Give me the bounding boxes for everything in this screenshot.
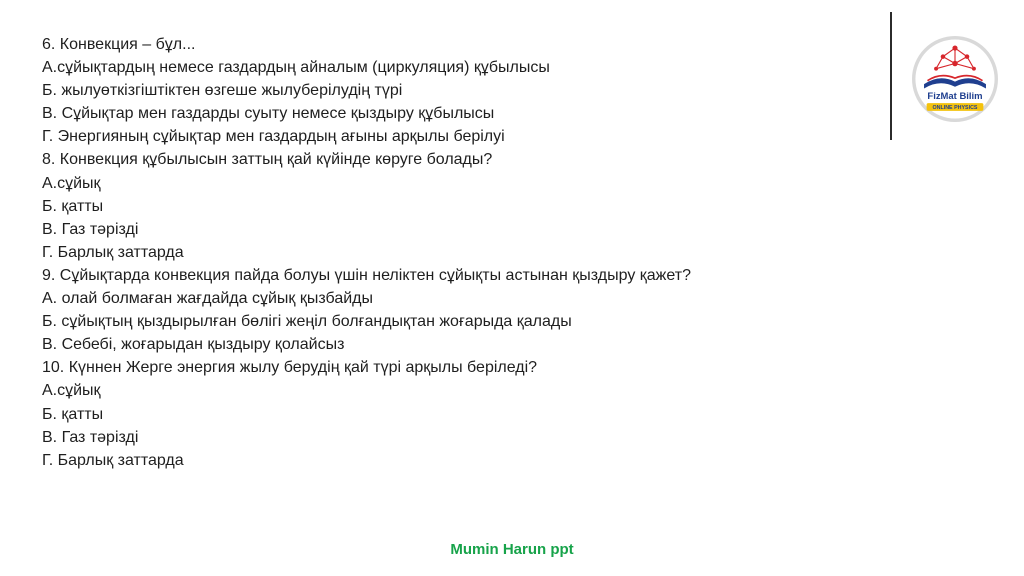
vertical-divider — [890, 12, 892, 140]
question-10-title: 10. Күннен Жерге энергия жылу берудің қай түрі арқылы беріледі? — [42, 359, 538, 377]
question-8-option-b: Б. қатты — [42, 197, 104, 215]
question-6-title: 6. Конвекция – бұл... — [42, 36, 196, 53]
question-8-option-g: Г. Барлық заттарда — [42, 243, 184, 261]
question-6-option-a: А.сұйықтардың немесе газдардың айналым (циркуляция) құбылысы — [42, 59, 550, 77]
question-10-option-g: Г. Барлық заттарда — [42, 451, 184, 469]
logo-subtitle: ONLINE PHYSICS — [932, 105, 978, 112]
footer-credit: Mumin Harun ppt — [450, 541, 574, 558]
question-9-title: 9. Сұйықтарда конвекция пайда болуы үшін неліктен сұйықты астынан қыздыру қажет? — [42, 266, 691, 284]
question-9-option-b: Б. сұйықтың қыздырылған бөлігі жеңіл болғандықтан жоғарыда қалады — [42, 313, 572, 331]
question-8-option-v: В. Газ тәрізді — [42, 220, 139, 238]
question-9-option-a: А. олай болмаған жағдайда сұйық қызбайды — [42, 290, 373, 308]
fizmat-bilim-logo — [912, 36, 998, 122]
question-10-option-v: В. Газ тәрізді — [42, 428, 139, 446]
question-10-option-a: А.сұйық — [42, 382, 101, 400]
question-8-title: 8. Конвекция құбылысын заттың қай күйінде көруге болады? — [42, 151, 493, 169]
question-8-option-a: А.сұйық — [42, 174, 101, 192]
question-6-option-v: В. Сұйықтар мен газдарды суыту немесе қыздыру құбылысы — [42, 105, 495, 123]
question-text-block — [42, 33, 872, 472]
question-6-option-g: Г. Энергияның сұйықтар мен газдардың ағыны арқылы берілуі — [42, 128, 505, 146]
question-6-option-b: Б. жылуөткізгіштіктен өзгеше жылуберілудің түрі — [42, 82, 403, 100]
question-9-option-v: В. Себебі, жоғарыдан қыздыру қолайсыз — [42, 336, 345, 354]
question-10-option-b: Б. қатты — [42, 405, 104, 423]
logo-title: FizMat Bilim — [927, 90, 983, 102]
